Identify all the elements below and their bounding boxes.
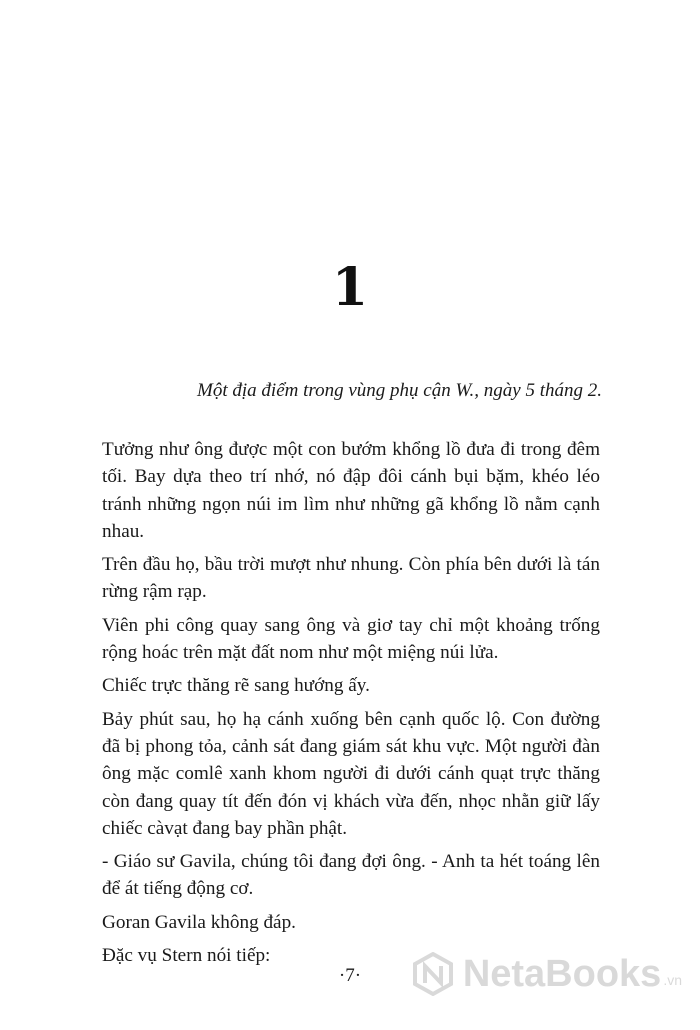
- location-line: Một địa điểm trong vùng phụ cận W., ngày 5 tháng 2.: [197, 380, 602, 401]
- paragraph-8: Đặc vụ Stern nói tiếp:: [102, 945, 271, 967]
- n-hexagon-logo-icon: [411, 952, 455, 996]
- paragraph-1: Tưởng như ông được một con bướm khổng lồ đưa đi trong đêm tối. Bay dựa theo trí nhớ, nó đập đôi cánh bụi bặm, khéo léo tránh những ngọn núi im lìm như những gã khổng lồ nằm cạnh nhau.: [102, 439, 600, 542]
- body-text: [102, 436, 600, 975]
- watermark-brand: NetaBooks: [462, 952, 662, 995]
- watermark: [411, 952, 682, 996]
- chapter-number: 1: [331, 257, 369, 318]
- paragraph-6: - Giáo sư Gavila, chúng tôi đang đợi ông. - Anh ta hét toáng lên để át tiếng động cơ.: [102, 851, 600, 900]
- paragraph-4: Chiếc trực thăng rẽ sang hướng ấy.: [102, 675, 370, 697]
- paragraph-5: Bảy phút sau, họ hạ cánh xuống bên cạnh quốc lộ. Con đường đã bị phong tỏa, cảnh sát đang giám sát khu vực. Một người đàn ông mặc comlê xanh khom người đi dưới cánh quạt trực thăng còn đang quay tít đến đón vị khách vừa đến, nhọc nhằn giữ lấy chiếc càvạt đang bay phần phật.: [102, 708, 600, 839]
- paragraph-2: Trên đầu họ, bầu trời mượt như nhung. Còn phía bên dưới là tán rừng rậm rạp.: [102, 554, 600, 603]
- paragraph-7: Goran Gavila không đáp.: [102, 911, 296, 933]
- page-number: ·7·: [338, 965, 362, 986]
- watermark-suffix: .vn: [663, 972, 682, 988]
- paragraph-3: Viên phi công quay sang ông và giơ tay chỉ một khoảng trống rộng hoác trên mặt đất nom như một miệng núi lửa.: [102, 614, 600, 664]
